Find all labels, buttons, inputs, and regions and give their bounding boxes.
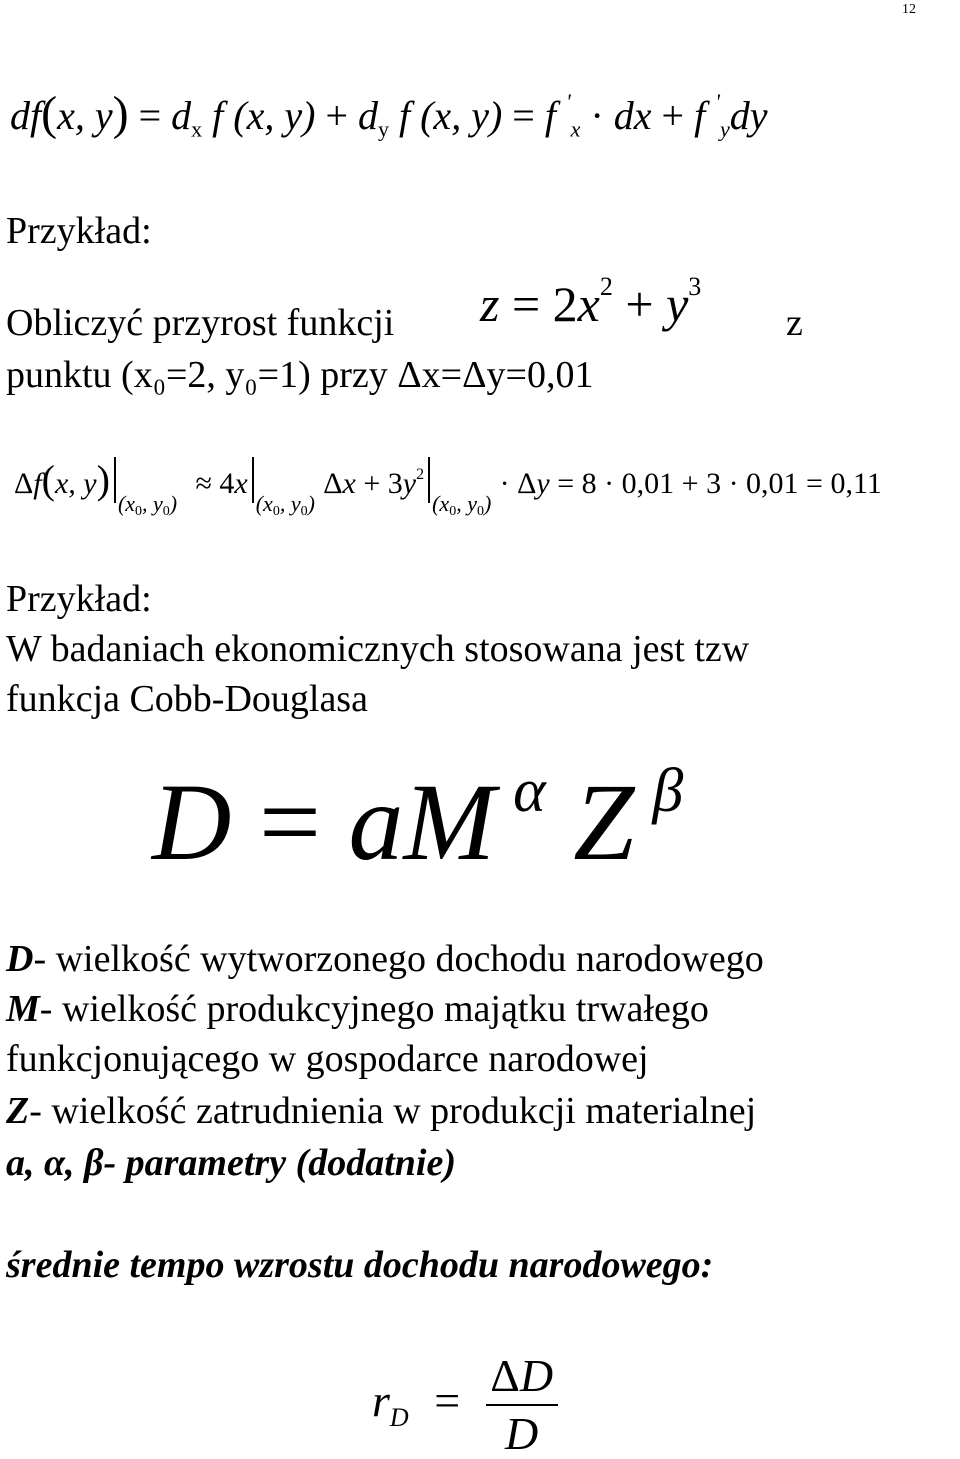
example-1-line-2: punktu (x₀=2, y₀=1) przy Δx=Δy=0,01 [6, 354, 594, 396]
trailing-z: z [786, 302, 803, 344]
example-heading-2: Przykład: [6, 578, 152, 620]
parameters-line: a, α, β- parametry (dodatnie) [6, 1142, 456, 1184]
definition-text: - wielkość produkcyjnego majątku trwałego [39, 988, 709, 1030]
example-function-formula: $z = 2x^2 + y^3$ [480, 272, 702, 332]
definition-m [6, 990, 709, 1028]
example-1-line-1: Obliczyć przyrost funkcji [6, 302, 395, 344]
definition-symbol: M [6, 988, 40, 1030]
definition-m-continued [6, 1040, 649, 1078]
growth-heading: średnie tempo wzrostu dochodu narodowego: [6, 1244, 714, 1286]
example-2-line-1: W badaniach ekonomicznych stosowana jest tzw [6, 628, 750, 670]
definition-symbol: Z [6, 1090, 30, 1132]
definition-text: - wielkość zatrudnienia w produkcji materialnej [29, 1090, 757, 1132]
cobb-douglas-formula: D = aM $^\alpha$ Z $^\beta$ [152, 757, 684, 883]
definition-text: - wielkość wytworzonego dochodu narodowego [33, 938, 764, 980]
definition-text: funkcjonującego w gospodarce narodowej [6, 1038, 649, 1080]
example-2-line-2: funkcja Cobb-Douglasa [6, 678, 368, 720]
growth-rate-formula: $r_D$ = $\frac{\Delta D}{D}$ [372, 1352, 558, 1459]
delta-f-formula: Δf(x, y) (x0, y0) ≈ 4x (x0, y0) $\Delta x + 3y^2$ (x0, y0) · Δy = 8 · 0,01 + 3 · 0,01 = 0,11 [14, 457, 882, 519]
definition-d [6, 940, 764, 978]
example-heading-1: Przykład: [6, 210, 152, 252]
definition-symbol: D [6, 938, 34, 980]
page-number: 12 [902, 2, 916, 17]
differential-formula: df(x, $y) = d_x$ f (x, $y) + d_y$ f (x, y) = f '$_x$ · dx + f '$_y$dy [10, 87, 768, 142]
definition-z [6, 1092, 756, 1130]
